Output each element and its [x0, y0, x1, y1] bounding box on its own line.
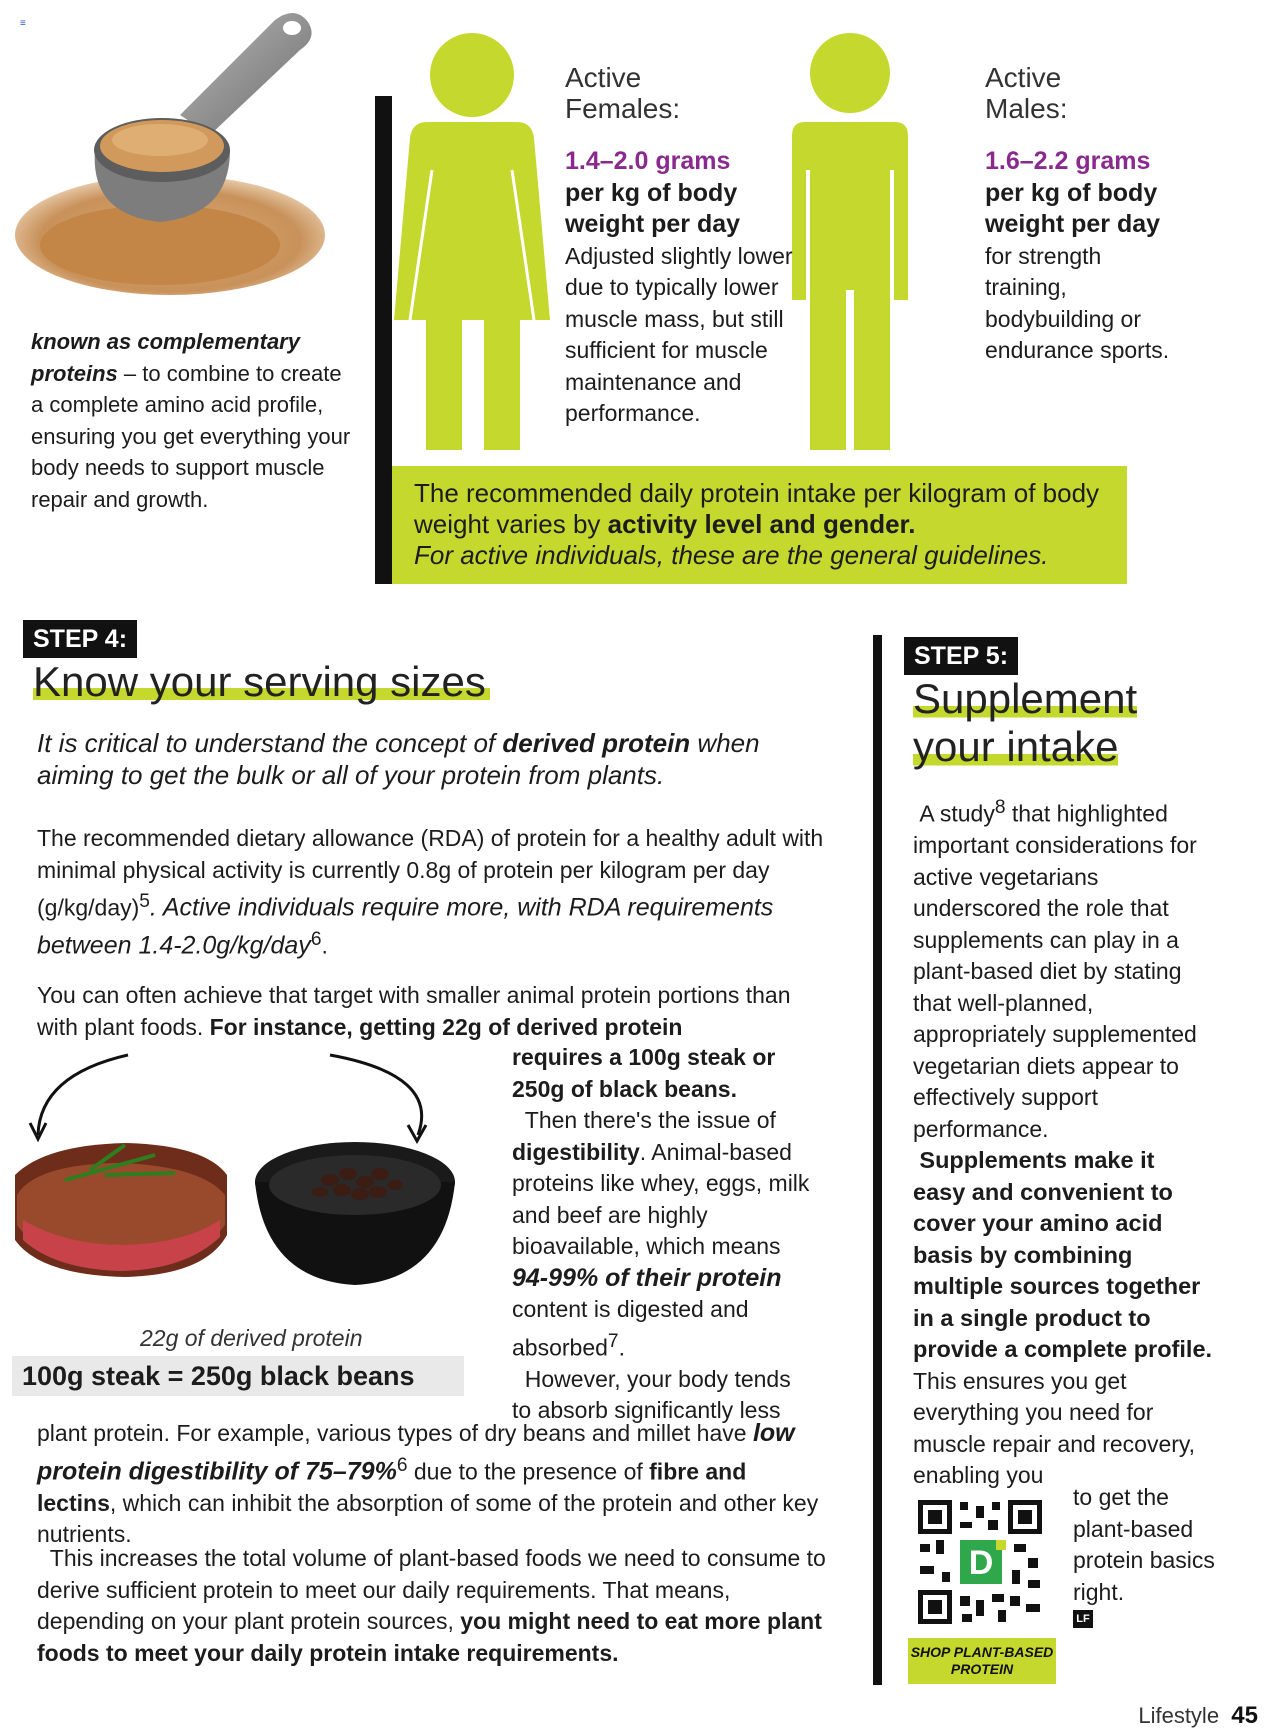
digest-percent: 94-99% of their protein	[512, 1263, 782, 1292]
males-guideline	[985, 146, 1185, 367]
digestibility-bold: digestibility	[512, 1138, 640, 1165]
females-title: Active Females:	[565, 62, 681, 124]
plant-end: , which can inhibit the absorption of some of the protein and other key nutrients.	[37, 1489, 819, 1548]
females-desc: Adjusted slightly lower due to typically lower muscle mass, but still sufficient for muscle maintenance and performance.	[565, 242, 793, 426]
supplements-text: This ensures you get everything you need for muscle repair and recovery, enabling you	[913, 1367, 1196, 1489]
digest-p1: Then there's the issue of	[524, 1107, 776, 1133]
plant-digest: low protein digestibility of 75–79%	[37, 1419, 795, 1486]
study-text: that highlighted important considerations for active vegetarians underscored the role that supplements can play in a plant-based diet by stating that well-planned, appropriately supplemented vegetarian diets appear to effectively support performance.	[913, 800, 1197, 1142]
males-range: 1.6–2.2 grams	[985, 147, 1151, 175]
footnote-6: 6	[310, 929, 322, 951]
title-line1: Supplement	[913, 675, 1138, 722]
caption-line1: The recommended daily protein intake per kilogram of body weight varies by	[414, 478, 1100, 539]
step4-paragraph-volume	[37, 1543, 827, 1669]
step4-lead	[37, 728, 837, 791]
females-unit: per kg of body weight per day	[565, 178, 741, 238]
step5-paragraph	[913, 792, 1213, 1492]
footnote-7: 7	[607, 1330, 619, 1352]
volume-bold: you might need to eat more plant foods to meet your daily protein intake requirements.	[37, 1608, 822, 1666]
shop-plant-protein-button[interactable]: SHOP PLANT-BASED PROTEIN	[908, 1638, 1056, 1684]
step4-badge: STEP 4:	[23, 620, 137, 658]
protein-powder-image	[10, 0, 330, 300]
fibre-lectins: fibre and lectins	[37, 1458, 747, 1516]
female-figure-icon	[392, 30, 552, 450]
svg-text:D: D	[968, 1544, 994, 1582]
step4-paragraph-rda	[37, 823, 827, 962]
rda-end: .	[321, 932, 328, 959]
corner-mark: ≡	[20, 18, 26, 29]
step4-paragraph-target	[37, 980, 827, 1043]
footnote-6b: 6	[396, 1454, 408, 1476]
digest-p3: content is digested and absorbed	[512, 1296, 749, 1361]
caption-italic: For active individuals, these are the general guidelines.	[414, 540, 1049, 570]
steak-beans-bold: requires a 100g steak or 250g of black beans.	[512, 1044, 776, 1102]
footnote-8: 8	[994, 797, 1006, 818]
step5-tail: to get the plant-based protein basics right.	[1073, 1484, 1215, 1605]
infographic-caption	[392, 466, 1127, 584]
intro-body: – to combine to create a complete amino acid profile, ensuring you get everything your body needs to support muscle repair and growth.	[31, 360, 351, 512]
food-caption: 22g of derived protein	[140, 1325, 363, 1351]
plant-text: plant protein. For example, various types of dry beans and millet have	[37, 1420, 753, 1446]
intro-paragraph	[31, 326, 351, 515]
rda-text: The recommended dietary allowance (RDA) of protein for a healthy adult with minimal physical activity is currently 0.8g of protein per kilogram per day (g/kg/day)	[37, 825, 824, 921]
step5-badge: STEP 5:	[904, 637, 1018, 675]
footer-section: Lifestyle	[1138, 1703, 1220, 1728]
qr-code[interactable]	[918, 1500, 1042, 1624]
study-pre: A study	[919, 800, 995, 827]
rda-italic: . Active individuals require more, with RDA requirements between 1.4-2.0g/kg/day	[37, 893, 774, 960]
digest-p4: .	[618, 1334, 625, 1361]
plant-mid: due to the presence of	[407, 1458, 650, 1485]
step5-title	[913, 675, 1183, 771]
step4-title: Know your serving sizes	[33, 657, 490, 707]
intro-lead: known as complementary proteins	[31, 329, 300, 386]
male-figure-icon	[790, 30, 910, 450]
males-unit: per kg of body weight per day	[985, 178, 1161, 238]
step5-bar	[873, 635, 882, 1685]
step4-paragraph-plant	[37, 1418, 827, 1551]
caption-bold: activity level and gender.	[607, 509, 916, 539]
lead-bold: derived protein	[502, 728, 691, 758]
food-equation: 100g steak = 250g black beans	[12, 1356, 464, 1396]
title-line2: your intake	[913, 723, 1119, 770]
volume-text: This increases the total volume of plant-based foods we need to consume to derive sufficient protein to meet our daily requirements. That means, depending on your plant protein sources,	[37, 1545, 826, 1634]
lf-logo: LF	[1073, 1610, 1093, 1628]
page-footer	[1138, 1702, 1258, 1730]
step4-digestibility-column	[512, 1042, 812, 1427]
supplements-bold: Supplements make it easy and convenient to cover your amino acid basis by combining multiple sources together in a single product to provide a complete profile.	[913, 1147, 1213, 1363]
infographic-bar	[375, 96, 392, 584]
lead-pre: It is critical to understand the concept of	[37, 728, 503, 758]
females-guideline	[565, 146, 805, 430]
males-title: Active Males:	[985, 62, 1068, 124]
lead-post: when aiming to get the bulk or all of your protein from plants.	[37, 728, 760, 790]
black-beans-image	[250, 1130, 460, 1290]
footnote-5: 5	[139, 891, 150, 912]
females-range: 1.4–2.0 grams	[565, 147, 731, 175]
digest-p2: . Animal-based proteins like whey, eggs, milk and beef are highly bioavailable, which means	[512, 1138, 810, 1259]
steak-image	[5, 1125, 235, 1285]
target-bold: For instance, getting 22g of derived protein	[209, 1013, 683, 1040]
males-desc: for strength training, bodybuilding or endurance sports.	[985, 242, 1170, 363]
target-text: You can often achieve that target with smaller animal protein portions than with plant foods.	[37, 982, 791, 1040]
page-number: 45	[1231, 1702, 1258, 1729]
digest-p5: However, your body tends to absorb significantly less	[512, 1365, 791, 1424]
